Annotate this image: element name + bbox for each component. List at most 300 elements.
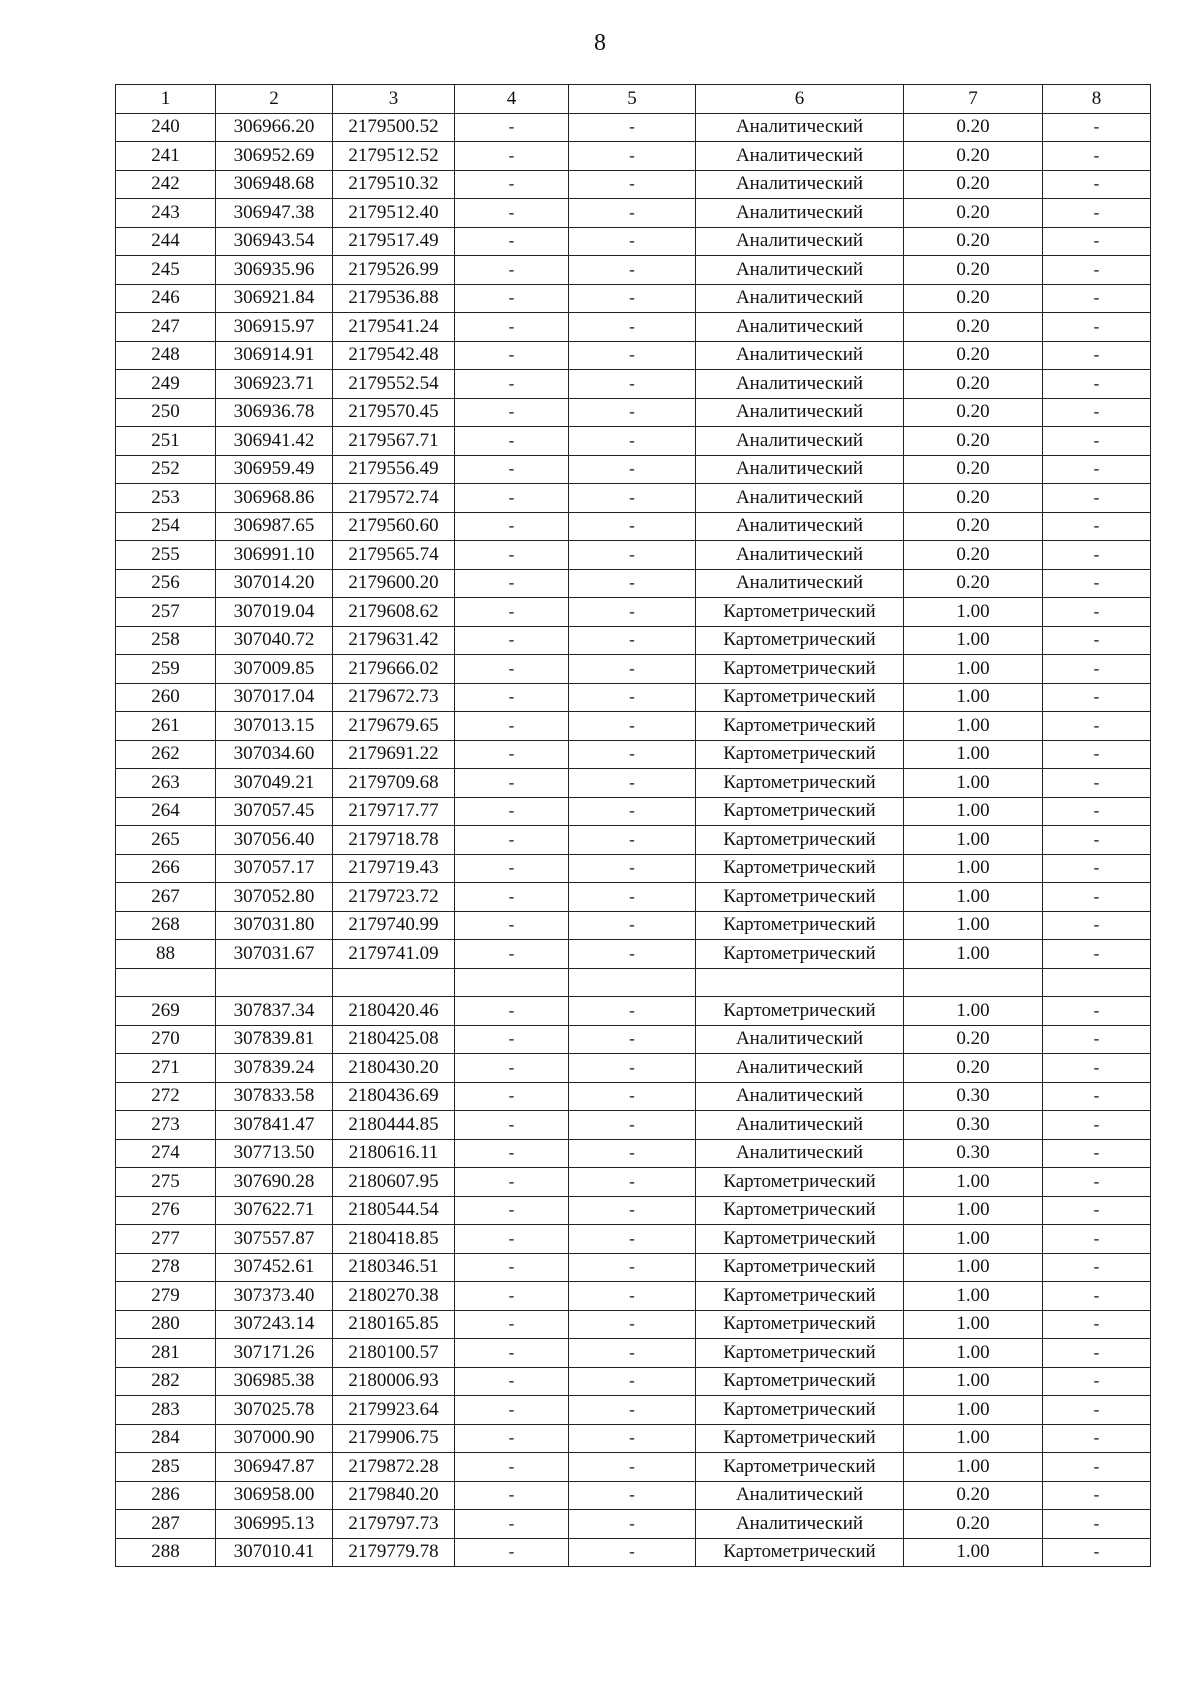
table-row bbox=[116, 512, 1151, 541]
table-row bbox=[116, 1424, 1151, 1453]
table-cell: 1.00 bbox=[904, 854, 1043, 883]
table-cell: Аналитический bbox=[696, 227, 904, 256]
column-header-3: 3 bbox=[333, 85, 455, 114]
table-row bbox=[116, 911, 1151, 940]
table-cell: Картометрический bbox=[696, 712, 904, 741]
table-cell: - bbox=[569, 1082, 696, 1111]
table-cell: - bbox=[1043, 598, 1151, 627]
table-cell: 245 bbox=[116, 256, 216, 285]
table-cell: 2179565.74 bbox=[333, 541, 455, 570]
table-cell: 306952.69 bbox=[216, 142, 333, 171]
table-cell: 284 bbox=[116, 1424, 216, 1453]
table-cell: 307833.58 bbox=[216, 1082, 333, 1111]
table-cell: 275 bbox=[116, 1168, 216, 1197]
table-row bbox=[116, 142, 1151, 171]
table-cell: 0.20 bbox=[904, 142, 1043, 171]
table-cell: 2179906.75 bbox=[333, 1424, 455, 1453]
table-cell: 269 bbox=[116, 997, 216, 1026]
table-cell: - bbox=[455, 1424, 569, 1453]
table-cell: 256 bbox=[116, 569, 216, 598]
table-cell: - bbox=[569, 1424, 696, 1453]
table-cell: 0.20 bbox=[904, 370, 1043, 399]
table-cell: - bbox=[455, 398, 569, 427]
table-cell: - bbox=[1043, 997, 1151, 1026]
table-cell: - bbox=[1043, 826, 1151, 855]
table-cell: 306914.91 bbox=[216, 341, 333, 370]
table-cell: Картометрический bbox=[696, 797, 904, 826]
table-cell: - bbox=[1043, 911, 1151, 940]
column-header-5: 5 bbox=[569, 85, 696, 114]
table-cell: - bbox=[1043, 1225, 1151, 1254]
table-row bbox=[116, 569, 1151, 598]
table-cell: - bbox=[569, 284, 696, 313]
table-cell bbox=[455, 968, 569, 997]
table-cell: Аналитический bbox=[696, 1025, 904, 1054]
table-cell: 2179666.02 bbox=[333, 655, 455, 684]
table-cell: 2179570.45 bbox=[333, 398, 455, 427]
table-cell: 306991.10 bbox=[216, 541, 333, 570]
table-cell: 307839.24 bbox=[216, 1054, 333, 1083]
table-cell: - bbox=[455, 1082, 569, 1111]
table-cell: - bbox=[1043, 712, 1151, 741]
table-cell: - bbox=[455, 227, 569, 256]
table-cell: - bbox=[1043, 1453, 1151, 1482]
table-cell: - bbox=[569, 455, 696, 484]
table-cell: 279 bbox=[116, 1282, 216, 1311]
table-cell: 306995.13 bbox=[216, 1510, 333, 1539]
table-row bbox=[116, 940, 1151, 969]
table-cell: 307452.61 bbox=[216, 1253, 333, 1282]
table-cell: Картометрический bbox=[696, 740, 904, 769]
table-row bbox=[116, 341, 1151, 370]
table-cell: - bbox=[1043, 142, 1151, 171]
table-cell: 307243.14 bbox=[216, 1310, 333, 1339]
table-cell: - bbox=[569, 1054, 696, 1083]
table-cell: - bbox=[1043, 398, 1151, 427]
table-cell: - bbox=[1043, 113, 1151, 142]
table-cell: 1.00 bbox=[904, 655, 1043, 684]
table-cell: - bbox=[455, 1367, 569, 1396]
table-cell: - bbox=[569, 113, 696, 142]
table-cell: 307171.26 bbox=[216, 1339, 333, 1368]
table-cell: - bbox=[569, 1111, 696, 1140]
table-cell: - bbox=[455, 569, 569, 598]
table-cell: - bbox=[569, 1481, 696, 1510]
table-cell: 257 bbox=[116, 598, 216, 627]
table-row bbox=[116, 370, 1151, 399]
table-cell: - bbox=[1043, 1339, 1151, 1368]
table-cell: 2180006.93 bbox=[333, 1367, 455, 1396]
table-cell: 0.20 bbox=[904, 398, 1043, 427]
table-header-row bbox=[116, 85, 1151, 114]
table-cell: - bbox=[455, 740, 569, 769]
table-cell bbox=[116, 968, 216, 997]
table-cell: - bbox=[455, 854, 569, 883]
table-cell: Картометрический bbox=[696, 883, 904, 912]
table-cell: Картометрический bbox=[696, 683, 904, 712]
table-cell: - bbox=[569, 398, 696, 427]
table-cell: 263 bbox=[116, 769, 216, 798]
table-cell: 0.20 bbox=[904, 341, 1043, 370]
table-cell: 307057.45 bbox=[216, 797, 333, 826]
table-row bbox=[116, 398, 1151, 427]
table-row bbox=[116, 427, 1151, 456]
table-cell: 2179541.24 bbox=[333, 313, 455, 342]
table-cell: Картометрический bbox=[696, 911, 904, 940]
table-cell: 249 bbox=[116, 370, 216, 399]
column-header-6: 6 bbox=[696, 85, 904, 114]
table-cell: - bbox=[1043, 883, 1151, 912]
table-cell: - bbox=[455, 142, 569, 171]
table-cell: Аналитический bbox=[696, 313, 904, 342]
table-cell: - bbox=[1043, 313, 1151, 342]
table-cell: - bbox=[569, 769, 696, 798]
table-cell: - bbox=[569, 683, 696, 712]
table-cell: 306966.20 bbox=[216, 113, 333, 142]
table-cell: - bbox=[569, 1168, 696, 1197]
table-cell: 307019.04 bbox=[216, 598, 333, 627]
table-cell: - bbox=[569, 1538, 696, 1567]
table-cell: 1.00 bbox=[904, 1168, 1043, 1197]
table-cell: 2179872.28 bbox=[333, 1453, 455, 1482]
table-row bbox=[116, 883, 1151, 912]
table-row bbox=[116, 826, 1151, 855]
table-row bbox=[116, 1282, 1151, 1311]
table-cell: 1.00 bbox=[904, 769, 1043, 798]
table-row bbox=[116, 1339, 1151, 1368]
table-cell: - bbox=[569, 1225, 696, 1254]
table-cell: - bbox=[569, 427, 696, 456]
table-cell: - bbox=[569, 712, 696, 741]
table-cell: Аналитический bbox=[696, 541, 904, 570]
table-cell: 259 bbox=[116, 655, 216, 684]
table-cell: 306915.97 bbox=[216, 313, 333, 342]
table-cell: 307025.78 bbox=[216, 1396, 333, 1425]
table-cell: Картометрический bbox=[696, 1282, 904, 1311]
table-row bbox=[116, 797, 1151, 826]
table-cell: - bbox=[455, 512, 569, 541]
table-cell: 2179797.73 bbox=[333, 1510, 455, 1539]
table-cell: - bbox=[1043, 370, 1151, 399]
table-cell: 1.00 bbox=[904, 1424, 1043, 1453]
table-cell: 2179567.71 bbox=[333, 427, 455, 456]
table-cell: Картометрический bbox=[696, 1225, 904, 1254]
table-cell: - bbox=[1043, 199, 1151, 228]
table-cell: 286 bbox=[116, 1481, 216, 1510]
table-cell: 306943.54 bbox=[216, 227, 333, 256]
table-cell: - bbox=[455, 313, 569, 342]
table-cell: Картометрический bbox=[696, 854, 904, 883]
table-cell: 307000.90 bbox=[216, 1424, 333, 1453]
table-cell: Картометрический bbox=[696, 1453, 904, 1482]
table-cell: 1.00 bbox=[904, 1196, 1043, 1225]
table-cell: - bbox=[455, 455, 569, 484]
table-cell: - bbox=[455, 370, 569, 399]
table-cell: 307841.47 bbox=[216, 1111, 333, 1140]
table-cell: - bbox=[1043, 1253, 1151, 1282]
table-cell: 2179556.49 bbox=[333, 455, 455, 484]
table-cell: 248 bbox=[116, 341, 216, 370]
table-cell: 2179536.88 bbox=[333, 284, 455, 313]
table-cell: 2180346.51 bbox=[333, 1253, 455, 1282]
table-cell: Картометрический bbox=[696, 1168, 904, 1197]
table-cell: 1.00 bbox=[904, 1339, 1043, 1368]
table-cell: Картометрический bbox=[696, 1538, 904, 1567]
table-cell: Аналитический bbox=[696, 398, 904, 427]
table-cell: 1.00 bbox=[904, 1282, 1043, 1311]
table-cell: - bbox=[569, 199, 696, 228]
table-cell: - bbox=[569, 341, 696, 370]
table-row bbox=[116, 284, 1151, 313]
table-row bbox=[116, 740, 1151, 769]
table-cell: 0.20 bbox=[904, 1025, 1043, 1054]
table-cell: - bbox=[569, 1196, 696, 1225]
table-cell: 0.20 bbox=[904, 113, 1043, 142]
table-cell: 2180607.95 bbox=[333, 1168, 455, 1197]
table-cell: Картометрический bbox=[696, 997, 904, 1026]
table-cell: - bbox=[455, 1481, 569, 1510]
column-header-8: 8 bbox=[1043, 85, 1151, 114]
table-cell: - bbox=[455, 655, 569, 684]
table-cell: - bbox=[569, 1396, 696, 1425]
table-cell: 270 bbox=[116, 1025, 216, 1054]
table-cell: - bbox=[1043, 1396, 1151, 1425]
table-cell: - bbox=[455, 1282, 569, 1311]
table-cell: 307031.67 bbox=[216, 940, 333, 969]
table-cell: - bbox=[569, 170, 696, 199]
table-cell: - bbox=[455, 341, 569, 370]
table-row bbox=[116, 1367, 1151, 1396]
table-cell: - bbox=[569, 626, 696, 655]
table-cell: - bbox=[1043, 1196, 1151, 1225]
table-cell: 1.00 bbox=[904, 911, 1043, 940]
table-cell: 240 bbox=[116, 113, 216, 142]
table-cell: 2179718.78 bbox=[333, 826, 455, 855]
table-cell: Аналитический bbox=[696, 1481, 904, 1510]
table-row bbox=[116, 1168, 1151, 1197]
table-row bbox=[116, 683, 1151, 712]
table-cell: - bbox=[569, 1139, 696, 1168]
table-cell: 307040.72 bbox=[216, 626, 333, 655]
table-cell: 306987.65 bbox=[216, 512, 333, 541]
table-cell: 2180100.57 bbox=[333, 1339, 455, 1368]
table-cell: 306947.87 bbox=[216, 1453, 333, 1482]
table-cell: Картометрический bbox=[696, 1196, 904, 1225]
table-cell: Аналитический bbox=[696, 455, 904, 484]
table-row bbox=[116, 1481, 1151, 1510]
table-row bbox=[116, 455, 1151, 484]
table-cell: 0.20 bbox=[904, 227, 1043, 256]
table-cell: 2179542.48 bbox=[333, 341, 455, 370]
table-cell: 307009.85 bbox=[216, 655, 333, 684]
table-row bbox=[116, 1111, 1151, 1140]
table-cell: 285 bbox=[116, 1453, 216, 1482]
table-cell: 2179512.52 bbox=[333, 142, 455, 171]
table-cell: - bbox=[569, 655, 696, 684]
table-cell: 1.00 bbox=[904, 883, 1043, 912]
table-cell: - bbox=[1043, 256, 1151, 285]
table-cell: 277 bbox=[116, 1225, 216, 1254]
table-cell: - bbox=[455, 826, 569, 855]
table-cell: 307034.60 bbox=[216, 740, 333, 769]
table-cell: 307056.40 bbox=[216, 826, 333, 855]
table-row bbox=[116, 626, 1151, 655]
table-cell: 280 bbox=[116, 1310, 216, 1339]
table-cell: - bbox=[569, 1510, 696, 1539]
table-cell: 0.30 bbox=[904, 1111, 1043, 1140]
table-cell: - bbox=[1043, 655, 1151, 684]
table-row bbox=[116, 854, 1151, 883]
table-cell: 253 bbox=[116, 484, 216, 513]
table-cell: - bbox=[569, 1310, 696, 1339]
table-cell: Аналитический bbox=[696, 341, 904, 370]
table-cell: - bbox=[1043, 940, 1151, 969]
table-cell: - bbox=[455, 1139, 569, 1168]
table-cell: 2179560.60 bbox=[333, 512, 455, 541]
table-cell: - bbox=[1043, 1025, 1151, 1054]
table-cell: - bbox=[569, 826, 696, 855]
table-cell: 306935.96 bbox=[216, 256, 333, 285]
table-cell: - bbox=[1043, 769, 1151, 798]
table-cell: 306958.00 bbox=[216, 1481, 333, 1510]
table-cell: - bbox=[455, 1168, 569, 1197]
table-cell: - bbox=[455, 113, 569, 142]
table-cell bbox=[904, 968, 1043, 997]
table-cell: - bbox=[455, 1253, 569, 1282]
table-cell: - bbox=[455, 1225, 569, 1254]
table-cell: 1.00 bbox=[904, 797, 1043, 826]
table-cell: 306985.38 bbox=[216, 1367, 333, 1396]
table-row bbox=[116, 1396, 1151, 1425]
table-cell: 0.20 bbox=[904, 170, 1043, 199]
table-cell: 2180436.69 bbox=[333, 1082, 455, 1111]
table-cell: - bbox=[569, 569, 696, 598]
table-cell: 0.20 bbox=[904, 541, 1043, 570]
table-cell: 2180418.85 bbox=[333, 1225, 455, 1254]
table-cell: Картометрический bbox=[696, 769, 904, 798]
table-cell: - bbox=[455, 797, 569, 826]
table-cell: 2179717.77 bbox=[333, 797, 455, 826]
table-cell: Картометрический bbox=[696, 1424, 904, 1453]
table-cell: 2179672.73 bbox=[333, 683, 455, 712]
table-cell: - bbox=[569, 541, 696, 570]
table-row bbox=[116, 199, 1151, 228]
column-header-1: 1 bbox=[116, 85, 216, 114]
table-cell: - bbox=[455, 484, 569, 513]
table-cell: - bbox=[569, 313, 696, 342]
table-cell: - bbox=[569, 797, 696, 826]
table-cell: Аналитический bbox=[696, 199, 904, 228]
table-cell: 1.00 bbox=[904, 1225, 1043, 1254]
table-cell bbox=[569, 968, 696, 997]
table-cell: 2179691.22 bbox=[333, 740, 455, 769]
table-cell: 267 bbox=[116, 883, 216, 912]
table-cell: 306947.38 bbox=[216, 199, 333, 228]
table-cell: - bbox=[1043, 1310, 1151, 1339]
table-cell: Картометрический bbox=[696, 1310, 904, 1339]
table-cell: - bbox=[1043, 455, 1151, 484]
table-cell: 1.00 bbox=[904, 1367, 1043, 1396]
table-cell: - bbox=[569, 940, 696, 969]
table-row bbox=[116, 1225, 1151, 1254]
table-cell: 281 bbox=[116, 1339, 216, 1368]
table-row bbox=[116, 1025, 1151, 1054]
table-cell: - bbox=[455, 284, 569, 313]
table-cell: - bbox=[1043, 1168, 1151, 1197]
table-cell: Картометрический bbox=[696, 940, 904, 969]
table-cell: - bbox=[1043, 170, 1151, 199]
table-cell: 1.00 bbox=[904, 1538, 1043, 1567]
table-cell: - bbox=[1043, 626, 1151, 655]
table-cell: 2180420.46 bbox=[333, 997, 455, 1026]
table-cell: Аналитический bbox=[696, 484, 904, 513]
table-row bbox=[116, 1082, 1151, 1111]
table-cell: Аналитический bbox=[696, 1054, 904, 1083]
table-cell: 0.20 bbox=[904, 284, 1043, 313]
table-cell: - bbox=[569, 1453, 696, 1482]
table-cell: - bbox=[1043, 541, 1151, 570]
table-cell: - bbox=[1043, 1082, 1151, 1111]
table-cell: 306923.71 bbox=[216, 370, 333, 399]
table-row bbox=[116, 1196, 1151, 1225]
table-cell: 2180616.11 bbox=[333, 1139, 455, 1168]
table-cell: - bbox=[1043, 512, 1151, 541]
table-cell: 264 bbox=[116, 797, 216, 826]
table-cell: Картометрический bbox=[696, 826, 904, 855]
table-row bbox=[116, 256, 1151, 285]
table-cell: 307839.81 bbox=[216, 1025, 333, 1054]
table-cell: 307373.40 bbox=[216, 1282, 333, 1311]
table-cell: 306948.68 bbox=[216, 170, 333, 199]
table-cell: Аналитический bbox=[696, 512, 904, 541]
table-cell: - bbox=[455, 626, 569, 655]
column-header-4: 4 bbox=[455, 85, 569, 114]
table-cell: - bbox=[569, 256, 696, 285]
table-cell: 307014.20 bbox=[216, 569, 333, 598]
table-cell: 247 bbox=[116, 313, 216, 342]
table-cell: 2179500.52 bbox=[333, 113, 455, 142]
table-cell: Аналитический bbox=[696, 1139, 904, 1168]
table-cell: 306968.86 bbox=[216, 484, 333, 513]
table-cell: - bbox=[455, 541, 569, 570]
table-cell: Картометрический bbox=[696, 1339, 904, 1368]
table-cell: - bbox=[1043, 1054, 1151, 1083]
table-cell: 260 bbox=[116, 683, 216, 712]
table-cell: - bbox=[569, 598, 696, 627]
table-cell: 0.20 bbox=[904, 256, 1043, 285]
table-cell: Аналитический bbox=[696, 1510, 904, 1539]
table-cell: 2179741.09 bbox=[333, 940, 455, 969]
table-cell: - bbox=[569, 484, 696, 513]
table-cell: 243 bbox=[116, 199, 216, 228]
table-cell: 88 bbox=[116, 940, 216, 969]
table-cell: - bbox=[455, 1396, 569, 1425]
table-cell bbox=[1043, 968, 1151, 997]
table-cell: - bbox=[455, 256, 569, 285]
table-cell: 0.20 bbox=[904, 512, 1043, 541]
table-cell: - bbox=[455, 997, 569, 1026]
table-cell bbox=[696, 968, 904, 997]
table-cell: 2180165.85 bbox=[333, 1310, 455, 1339]
table-cell: - bbox=[455, 1111, 569, 1140]
table-cell: Аналитический bbox=[696, 170, 904, 199]
table-cell: 306941.42 bbox=[216, 427, 333, 456]
table-cell: - bbox=[569, 883, 696, 912]
table-cell: 278 bbox=[116, 1253, 216, 1282]
table-cell: 2180425.08 bbox=[333, 1025, 455, 1054]
table-cell: Картометрический bbox=[696, 626, 904, 655]
table-cell: 2179723.72 bbox=[333, 883, 455, 912]
